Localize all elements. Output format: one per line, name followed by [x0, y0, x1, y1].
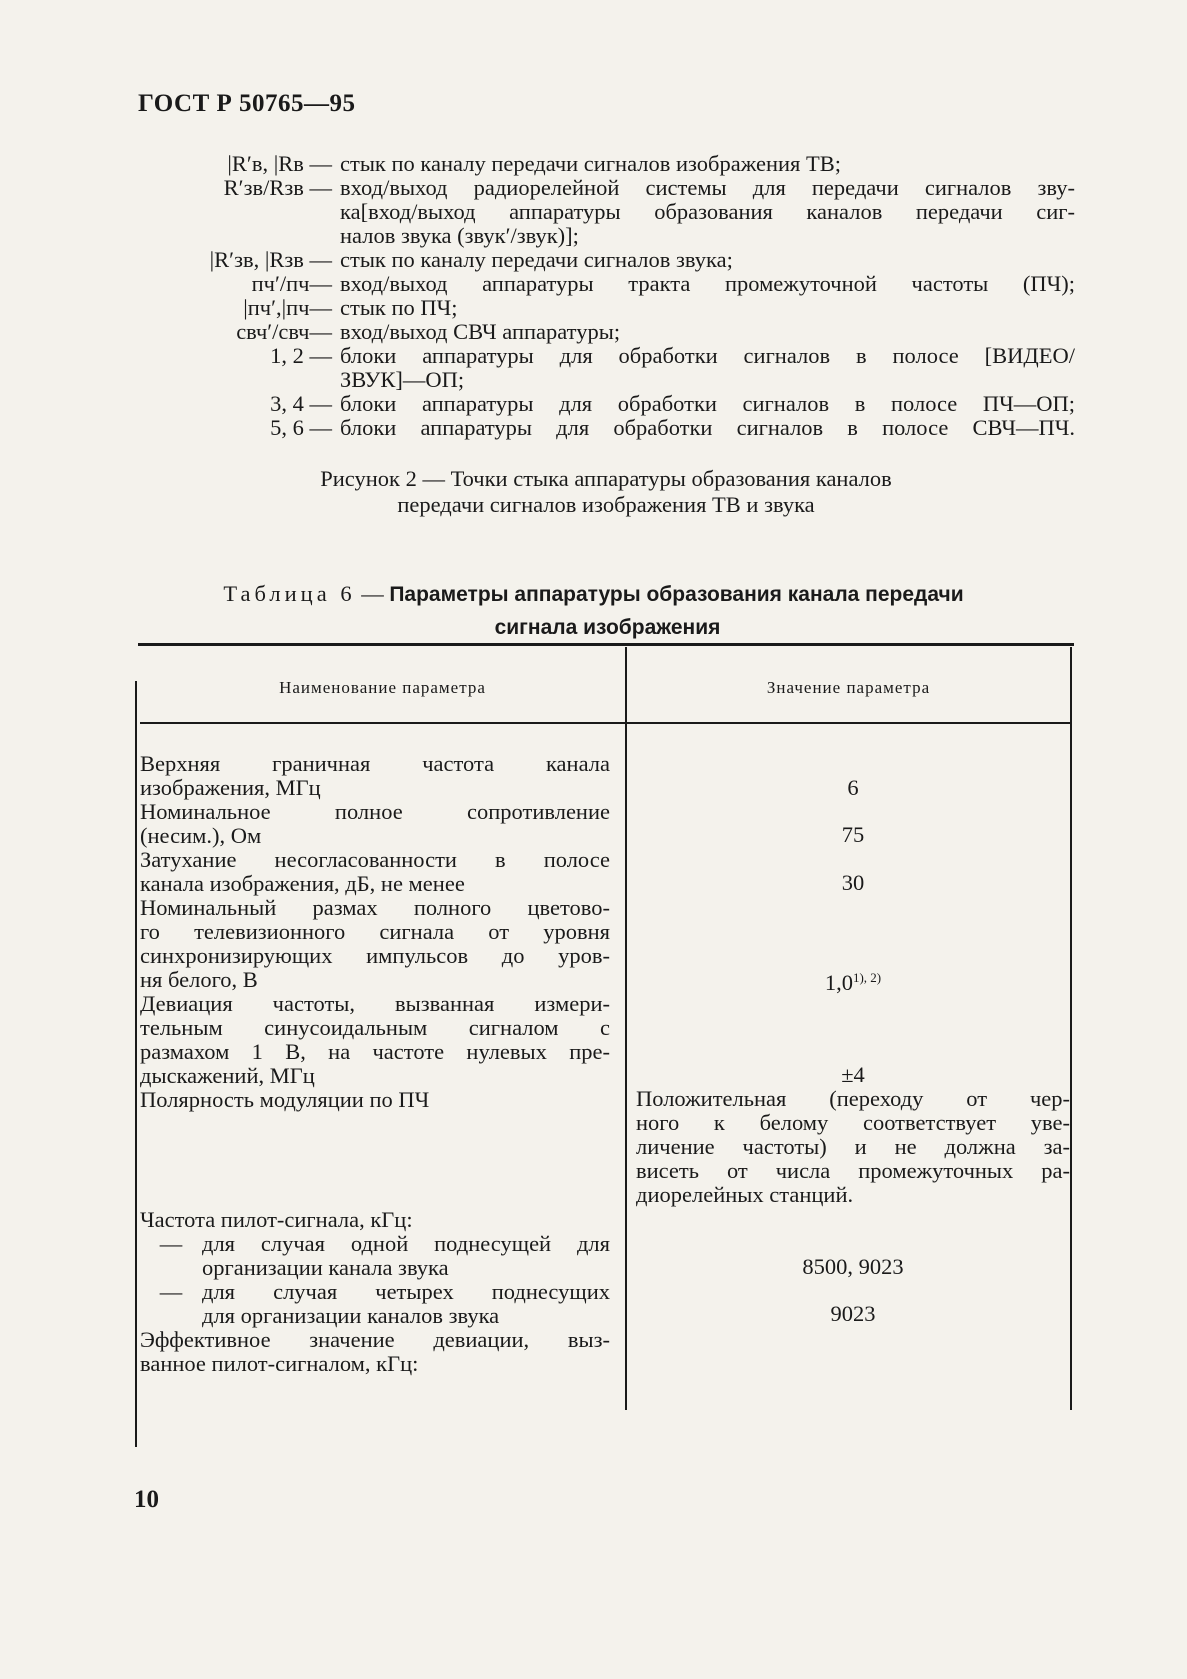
table-title-text: сигнала изображения	[494, 616, 721, 639]
legend-item	[130, 392, 1075, 416]
legend-desc-line: блоки аппаратуры для обработки сигналов в полосе СВЧ—ПЧ.	[340, 415, 1075, 440]
table-cell-param	[140, 752, 610, 1112]
param-line: дыскажений, МГц	[140, 1063, 315, 1088]
legend-desc-line: стык по ПЧ;	[340, 295, 458, 320]
legend-term: пч′/пч—	[251, 271, 332, 296]
figure-caption	[0, 466, 1187, 518]
legend-term: 3, 4 —	[270, 391, 332, 416]
table-header-value: Значение параметра	[766, 678, 931, 697]
legend-item	[130, 296, 1075, 320]
table-cell-value: 6	[847, 775, 859, 800]
legend-desc-line: блоки аппаратуры для обработки сигналов в полосе ПЧ—ОП;	[340, 391, 1075, 416]
legend-term: свч′/свч—	[236, 319, 332, 344]
legend-desc	[332, 272, 1075, 296]
legend-term: |пч′,|пч—	[243, 295, 332, 320]
value-main: 1,0	[824, 970, 853, 995]
legend-desc	[332, 152, 1075, 176]
page-number: 10	[134, 1486, 159, 1513]
table-top-rule	[138, 643, 1074, 646]
param-dash: —	[159, 1231, 183, 1256]
param-dash-line	[140, 1280, 610, 1304]
legend-desc	[332, 320, 1075, 344]
legend-term: 5, 6 —	[270, 415, 332, 440]
table-header-rule	[140, 722, 1070, 724]
param-line: для организации каналов звука	[202, 1303, 500, 1328]
param-line: Затухание несогласованности в полосе	[140, 847, 610, 872]
legend-item	[130, 416, 1075, 440]
param-line: Номинальный размах полного цветово-	[140, 895, 610, 920]
table-cell-value: ±4	[841, 1062, 865, 1087]
param-line: (несим.), Ом	[140, 823, 262, 848]
param-line: Полярность модуляции по ПЧ	[140, 1087, 430, 1112]
legend-term: 1, 2 —	[270, 343, 332, 368]
legend-term: R′зв/Rзв —	[223, 175, 332, 200]
legend-desc-line: вход/выход СВЧ аппаратуры;	[340, 319, 621, 344]
legend-desc	[332, 392, 1075, 416]
legend-desc-line: стык по каналу передачи сигналов изображения ТВ;	[340, 151, 842, 176]
value-footnote: 1), 2)	[852, 970, 882, 985]
table-column-divider	[625, 647, 627, 1410]
legend-desc	[332, 296, 1075, 320]
document-header: ГОСТ Р 50765—95	[138, 90, 356, 117]
param-line: размахом 1 В, на частоте нулевых пре-	[140, 1039, 610, 1064]
param-line: Девиация частоты, вызванная измери-	[140, 991, 610, 1016]
table-cell-value: 8500, 9023	[802, 1254, 904, 1279]
table-cell-value: 9023	[830, 1301, 876, 1326]
legend-term: |R′в, |Rв —	[227, 151, 332, 176]
param-line: Верхняя граничная частота канала	[140, 751, 610, 776]
legend-desc-line: налов звука (звук′/звук)];	[340, 223, 579, 248]
table-header-param: Наименование параметра	[279, 678, 486, 697]
legend-item	[130, 320, 1075, 344]
legend-item	[130, 176, 1075, 248]
param-line: синхронизирующих импульсов до уров-	[140, 943, 610, 968]
legend-desc	[332, 176, 1075, 248]
legend-desc	[332, 416, 1075, 440]
legend-desc	[332, 248, 1075, 272]
param-line: Номинальное полное сопротивление	[140, 799, 610, 824]
table-left-border	[135, 681, 137, 1447]
param-line: для случая одной поднесущей для	[202, 1231, 610, 1256]
figure-legend	[130, 152, 1075, 440]
legend-item	[130, 344, 1075, 392]
param-line: ванное пилот-сигналом, кГц:	[140, 1351, 419, 1376]
param-line: Эффективное значение девиации, выз-	[140, 1327, 610, 1352]
param-line: для случая четырех поднесущих	[202, 1279, 610, 1304]
table-cell-value	[636, 1087, 1070, 1207]
table-title-line	[0, 578, 1187, 611]
figure-caption-line: передачи сигналов изображения ТВ и звука	[397, 492, 815, 517]
param-line: изображения, МГц	[140, 775, 321, 800]
param-line: Частота пилот-сигнала, кГц:	[140, 1207, 413, 1232]
table-cell-value: 30	[841, 870, 865, 895]
legend-desc-line: стык по каналу передачи сигналов звука;	[340, 247, 733, 272]
table-cell-param	[140, 1208, 610, 1376]
param-line: го телевизионного сигнала от уровня	[140, 919, 610, 944]
legend-desc-line: ка[вход/выход аппаратуры образования каналов передачи сиг-	[340, 199, 1075, 224]
table-cell-value: 75	[841, 822, 865, 847]
param-line: организации канала звука	[202, 1255, 449, 1280]
figure-caption-line: Рисунок 2 — Точки стыка аппаратуры образования каналов	[320, 466, 892, 491]
value-line: ного к белому соответствует уве-	[636, 1110, 1070, 1135]
param-dash: —	[159, 1279, 183, 1304]
table-title	[0, 578, 1187, 644]
legend-term: |R′зв, |Rзв —	[209, 247, 332, 272]
value-line: висеть от числа промежуточных ра-	[636, 1158, 1070, 1183]
value-line: диорелейных станций.	[636, 1182, 854, 1207]
value-line: личение частоты) и не должна за-	[636, 1134, 1070, 1159]
legend-desc	[332, 344, 1075, 392]
param-line: канала изображения, дБ, не менее	[140, 871, 465, 896]
param-dash-line	[140, 1232, 610, 1256]
table-title-text: Параметры аппаратуры образования канала передачи	[389, 583, 964, 606]
table-cell-value	[628, 966, 1078, 995]
param-line: ня белого, В	[140, 967, 258, 992]
legend-item	[130, 248, 1075, 272]
table-title-dash: —	[355, 581, 390, 606]
legend-desc-line: вход/выход аппаратуры тракта промежуточной частоты (ПЧ);	[340, 271, 1075, 296]
legend-desc-line: ЗВУК]—ОП;	[340, 367, 465, 392]
table-title-line	[0, 611, 1187, 644]
legend-item	[130, 272, 1075, 296]
legend-desc-line: вход/выход радиорелейной системы для передачи сигналов зву-	[340, 175, 1075, 200]
value-line: Положительная (переходу от чер-	[636, 1086, 1070, 1111]
legend-item	[130, 152, 1075, 176]
table-right-border	[1070, 647, 1072, 1410]
param-line: тельным синусоидальным сигналом с	[140, 1015, 610, 1040]
table-label: Таблица 6	[223, 581, 356, 606]
legend-desc-line: блоки аппаратуры для обработки сигналов в полосе [ВИДЕО/	[340, 343, 1075, 368]
